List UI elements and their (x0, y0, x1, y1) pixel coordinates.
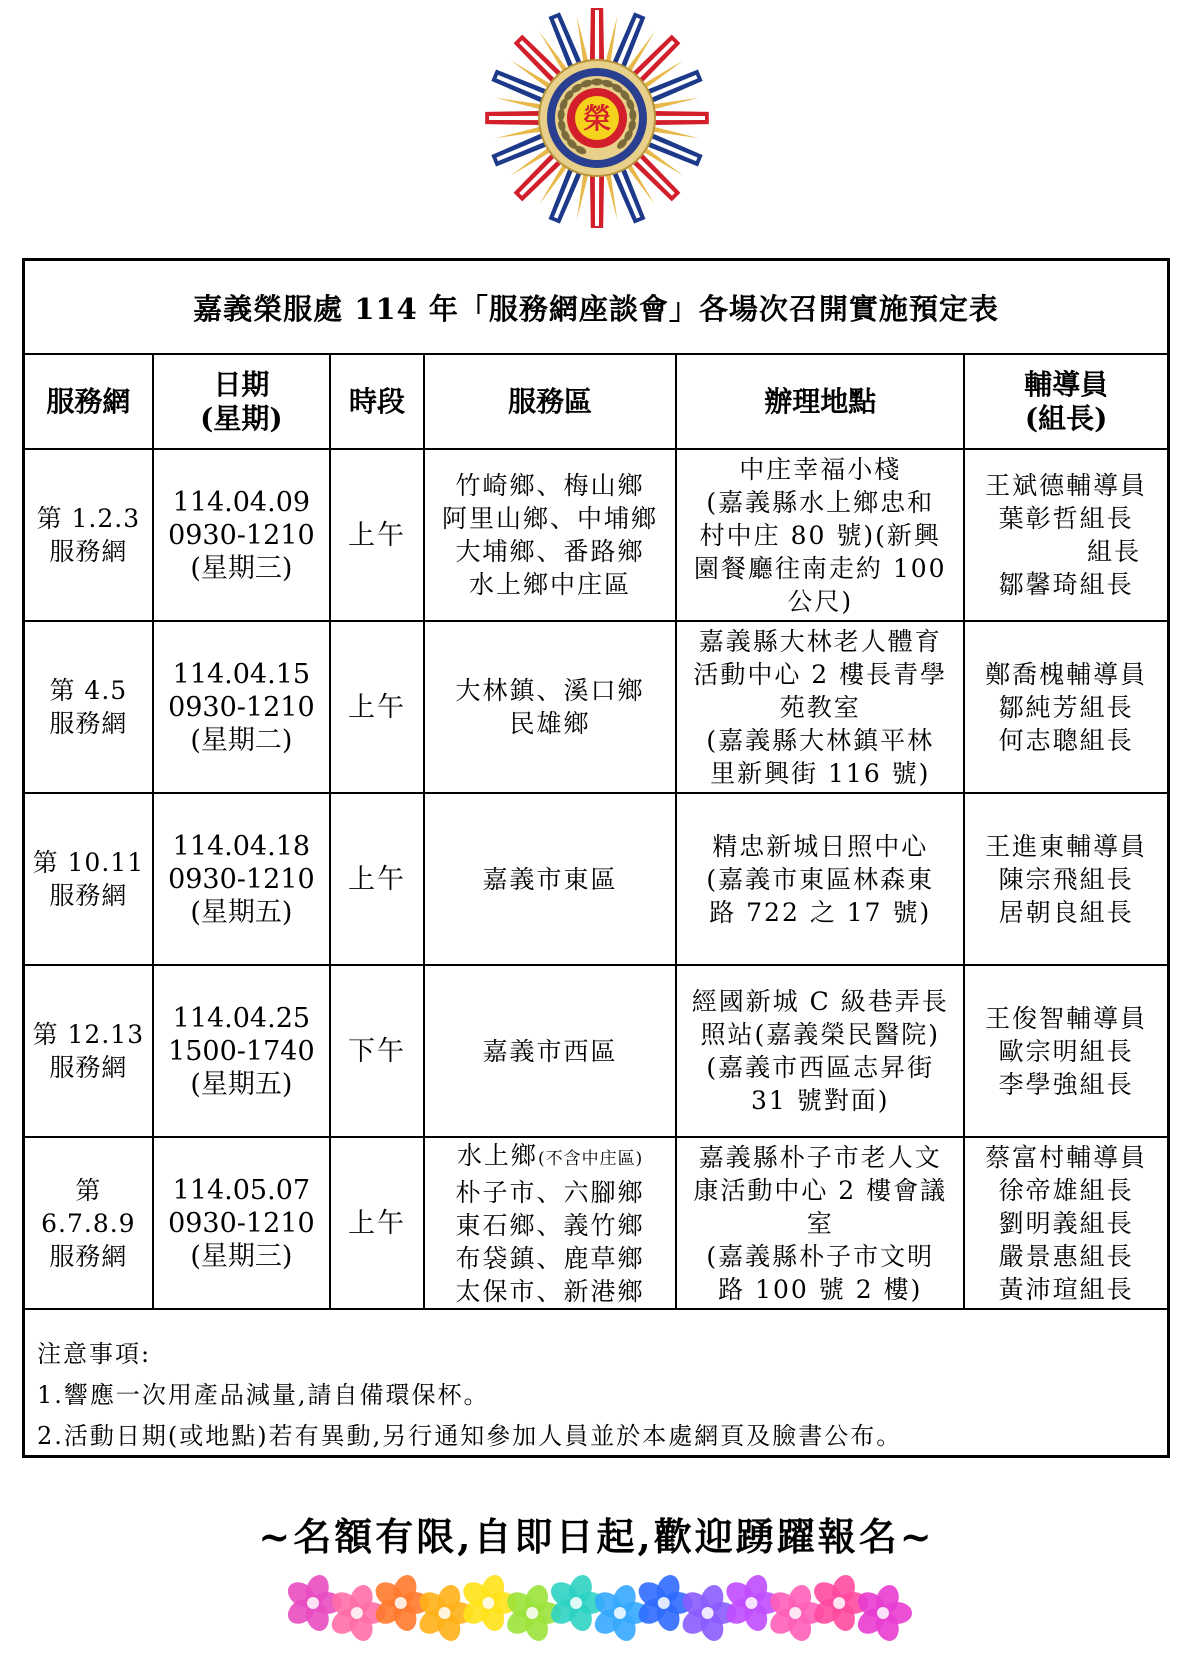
header-network: 服務網 (25, 355, 153, 449)
note-item: 2.活動日期(或地點)若有異動,另行通知參加人員並於本處網頁及臉書公布。 (37, 1422, 903, 1450)
emblem-ray-stripe (519, 157, 557, 195)
table-row (25, 793, 1167, 965)
slot-cell: 上午 (330, 793, 424, 965)
emblem-gold-ray (495, 127, 541, 138)
counselor-cell: 蔡富村輔導員 徐帝雄組長 劉明義組長 嚴景惠組長 黃沛瑄組長 (964, 1137, 1167, 1309)
emblem-ray-stripe (595, 176, 599, 226)
area-cell: 嘉義市西區 (424, 965, 676, 1137)
flower-border-icon (283, 1568, 913, 1648)
slot-cell: 上午 (330, 621, 424, 793)
table-row (25, 449, 1167, 621)
date-cell: 114.04.15 0930-1210 (星期二) (153, 621, 330, 793)
page-title: 嘉義榮服處 114 年「服務網座談會」各場次召開實施預定表 (25, 261, 1167, 355)
emblem-ray-stripe (489, 116, 539, 120)
table-row (25, 621, 1167, 793)
date-cell: 114.04.25 1500-1740 (星期五) (153, 965, 330, 1137)
slot-cell: 下午 (330, 965, 424, 1137)
area-cell: 嘉義市東區 (424, 793, 676, 965)
emblem-ray-stripe (595, 10, 599, 60)
area-cell: 竹崎鄉、梅山鄉 阿里山鄉、中埔鄉 大埔鄉、番路鄉 水上鄉中庄區 (424, 449, 676, 621)
slot-cell: 上午 (330, 449, 424, 621)
schedule-table (25, 355, 1167, 1310)
emblem-gold-ray (606, 16, 617, 62)
note-item: 1.響應一次用產品減量,請自備環保杯。 (37, 1381, 490, 1409)
emblem-ray-stripe (655, 116, 705, 120)
emblem-gold-ray (653, 127, 699, 138)
venue-cell: 精忠新城日照中心 (嘉義市東區林森東 路 722 之 17 號) (676, 793, 964, 965)
header-slot: 時段 (330, 355, 424, 449)
header-counselor: 輔導員 (組長) (964, 355, 1167, 449)
area-cell: 大林鎮、溪口鄉 民雄鄉 (424, 621, 676, 793)
network-cell: 第 10.11 服務網 (25, 793, 153, 965)
venue-cell: 中庄幸福小棧 (嘉義縣水上鄉忠和 村中庄 80 號)(新興 園餐廳往南走約 100 公尺) (676, 449, 964, 621)
network-cell: 第 4.5 服務網 (25, 621, 153, 793)
emblem-gold-ray (653, 98, 699, 109)
notes-heading: 注意事項: (37, 1340, 152, 1368)
emblem-gold-ray (606, 174, 617, 220)
emblem-gold-ray (577, 174, 588, 220)
table-row (25, 965, 1167, 1137)
emblem-ray-stripe (636, 40, 674, 78)
registration-slogan: ~名額有限,自即日起,歡迎踴躍報名~ (258, 1514, 935, 1559)
flower-icon (853, 1582, 912, 1644)
area-cell: 水上鄉(不含中庄區) 朴子市、六腳鄉 東石鄉、義竹鄉 布袋鎮、鹿草鄉 太保市、新港鄉 (424, 1137, 676, 1309)
header-date: 日期 (星期) (153, 355, 330, 449)
network-cell: 第 12.13 服務網 (25, 965, 153, 1137)
emblem-wreath-leaf (591, 79, 603, 86)
table-header-row (25, 355, 1167, 449)
header-area: 服務區 (424, 355, 676, 449)
counselor-cell: 王俊智輔導員 歐宗明組長 李學強組長 (964, 965, 1167, 1137)
emblem-ray-stripe (519, 40, 557, 78)
venue-cell: 嘉義縣朴子市老人文 康活動中心 2 樓會議 室 (嘉義縣朴子市文明 路 100 號 2 樓) (676, 1137, 964, 1309)
slot-cell: 上午 (330, 1137, 424, 1309)
counselor-cell: 鄭喬槐輔導員 鄒純芳組長 何志聰組長 (964, 621, 1167, 793)
venue-cell: 經國新城 C 級巷弄長 照站(嘉義榮民醫院) (嘉義市西區志昇街 31 號對面) (676, 965, 964, 1137)
emblem-character: 榮 (582, 102, 612, 135)
date-cell: 114.05.07 0930-1210 (星期三) (153, 1137, 330, 1309)
notes-section (25, 1310, 1167, 1457)
schedule-sheet (22, 258, 1170, 1458)
network-cell: 第 1.2.3 服務網 (25, 449, 153, 621)
emblem-gold-ray (495, 98, 541, 109)
table-row (25, 1137, 1167, 1309)
date-cell: 114.04.18 0930-1210 (星期五) (153, 793, 330, 965)
veterans-emblem-icon (477, 8, 717, 228)
venue-cell: 嘉義縣大林老人體育 活動中心 2 樓長青學 苑教室 (嘉義縣大林鎮平林 里新興街 116 號) (676, 621, 964, 793)
counselor-cell: 王斌德輔導員 葉彰哲組長 組長 鄒馨琦組長 (964, 449, 1167, 621)
counselor-cell: 王進東輔導員 陳宗飛組長 居朝良組長 (964, 793, 1167, 965)
network-cell: 第 6.7.8.9 服務網 (25, 1137, 153, 1309)
emblem-gold-ray (577, 16, 588, 62)
date-cell: 114.04.09 0930-1210 (星期三) (153, 449, 330, 621)
header-venue: 辦理地點 (676, 355, 964, 449)
emblem-ray-stripe (636, 157, 674, 195)
